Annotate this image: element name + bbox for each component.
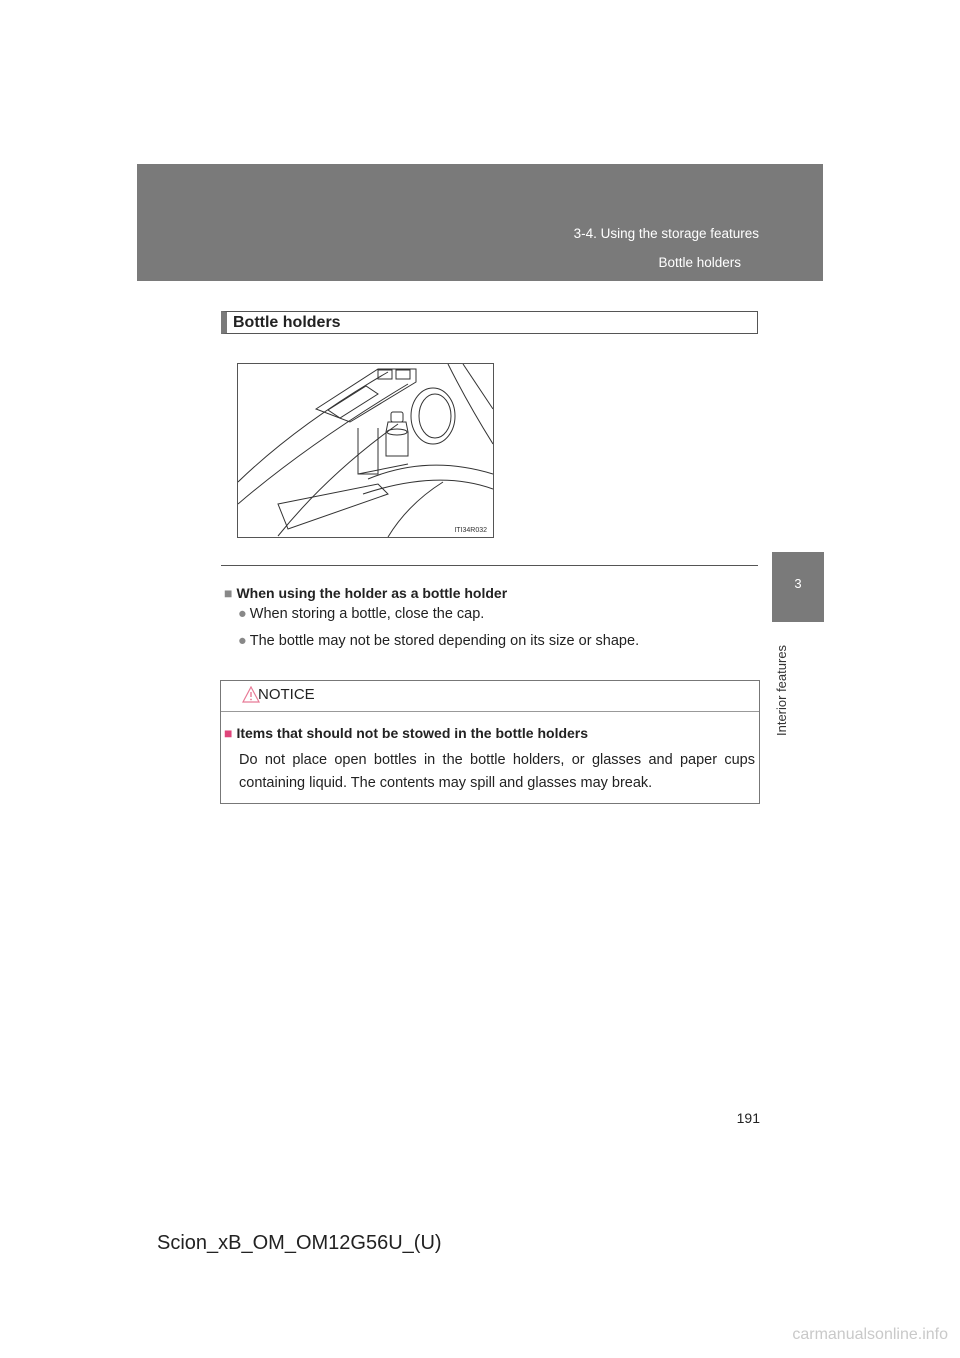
square-bullet-icon: ■ — [224, 725, 233, 741]
info-bullet-text: When storing a bottle, close the cap. — [249, 606, 485, 622]
notice-heading — [224, 725, 588, 741]
chapter-label-text: Interior features — [774, 644, 789, 736]
page-number: 191 — [736, 1110, 760, 1126]
info-bullet-text: The bottle may not be stored depending on its size or shape. — [249, 633, 640, 649]
chapter-label — [774, 632, 794, 742]
divider-line — [221, 565, 758, 566]
document-id: Scion_xB_OM_OM12G56U_(U) — [157, 1232, 442, 1254]
info-bullet — [238, 606, 484, 622]
header-section-title: 3-4. Using the storage features — [573, 226, 759, 241]
info-heading — [224, 585, 507, 601]
door-panel-drawing — [238, 364, 493, 537]
info-bullet — [238, 633, 639, 649]
watermark: carmanualsonline.info — [792, 1326, 948, 1343]
round-bullet-icon: ● — [238, 606, 247, 622]
info-heading-text: When using the holder as a bottle holder — [236, 585, 508, 601]
square-bullet-icon: ■ — [224, 585, 233, 601]
notice-heading-text: Items that should not be stowed in the bottle holders — [236, 725, 589, 741]
figure-code: ITI34R032 — [454, 527, 487, 534]
notice-header — [221, 681, 759, 712]
bottle-holder-illustration — [237, 363, 494, 538]
section-title: Bottle holders — [233, 314, 341, 331]
chapter-number: 3 — [794, 576, 802, 591]
round-bullet-icon: ● — [238, 633, 247, 649]
notice-body: Do not place open bottles in the bottle holders, or glasses and paper cups containing liquid. The contents may spill and glasses may break. — [239, 752, 755, 791]
header-band — [137, 164, 823, 281]
header-subsection-title: Bottle holders — [658, 255, 741, 270]
section-title-box — [221, 311, 758, 334]
notice-title: NOTICE — [258, 686, 315, 703]
chapter-tab — [772, 552, 824, 622]
notice-box — [220, 680, 760, 804]
